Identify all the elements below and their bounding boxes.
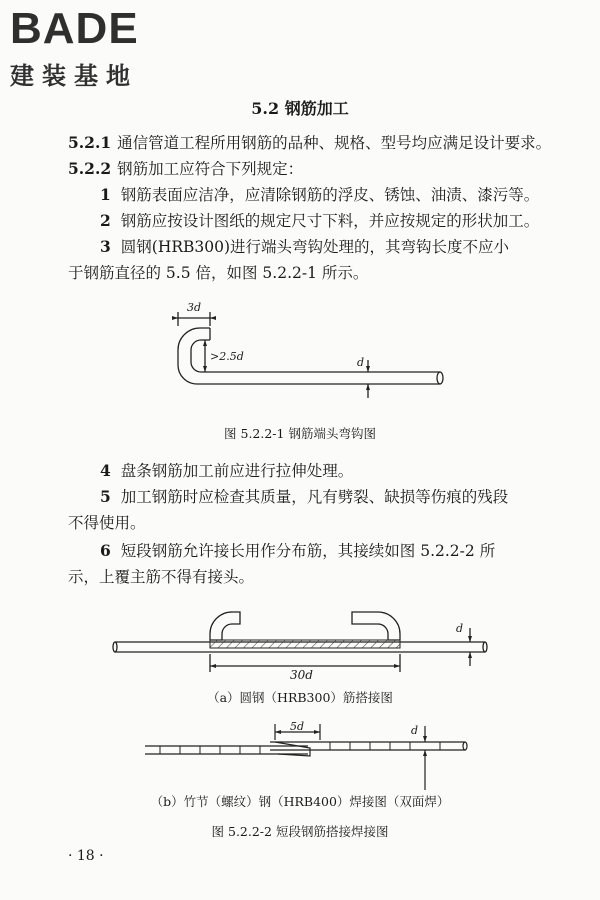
item-text: 钢筋表面应洁净，应清除钢筋的浮皮、锈蚀、油渍、漆污等。	[120, 186, 540, 204]
item-number: 3	[100, 237, 111, 256]
item-1	[100, 184, 548, 206]
label-d-a: d	[456, 622, 464, 635]
logo-wordmark: BADE	[10, 4, 139, 53]
clause-number: 5.2.1	[68, 133, 112, 152]
label-5d: 5d	[290, 720, 305, 733]
section-title: 5.2 钢筋加工	[251, 99, 349, 118]
item-2	[100, 210, 548, 232]
item-6	[100, 540, 548, 562]
page-number: · 18 ·	[68, 848, 104, 864]
item-3-continued: 于钢筋直径的 5.5 倍，如图 5.2.2-1 所示。	[68, 264, 369, 282]
clause-number: 5.2.2	[68, 159, 112, 178]
item-text: 加工钢筋时应检查其质量，凡有劈裂、缺损等伤痕的残段	[120, 488, 509, 506]
clause-text: 通信管道工程所用钢筋的品种、规格、型号均应满足设计要求。	[117, 134, 552, 152]
label-d-b: d	[411, 724, 419, 737]
item-text: 圆钢(HRB300)进行端头弯钩处理的，其弯钩长度不应小	[120, 238, 510, 256]
item-6-continued: 示，上覆主筋不得有接头。	[68, 568, 255, 586]
lap-hatch	[210, 640, 400, 648]
logo-subtitle: 建装基地	[10, 62, 138, 90]
label-30d: 30d	[290, 668, 313, 682]
clause-5-2-2	[68, 158, 548, 180]
figure-2b-caption: （b）竹节（螺纹）钢（HRB400）焊接图（双面焊）	[150, 794, 450, 809]
item-text: 钢筋应按设计图纸的规定尺寸下料，并应按规定的形状加工。	[120, 212, 540, 230]
bar-cut-end	[437, 372, 443, 384]
figure-2-caption: 图 5.2.2-2 短段钢筋搭接焊接图	[211, 824, 389, 839]
item-number: 5	[100, 487, 111, 506]
item-5-continued: 不得使用。	[68, 514, 146, 532]
item-number: 1	[100, 185, 111, 204]
item-4	[100, 460, 548, 482]
item-text: 盘条钢筋加工前应进行拉伸处理。	[120, 462, 354, 480]
figure-2a-caption: （a）圆钢（HRB300）筋搭接图	[207, 690, 393, 705]
logo	[10, 6, 139, 91]
item-3	[100, 236, 548, 258]
clause-5-2-1	[68, 132, 552, 154]
figure-1-caption: 图 5.2.2-1 钢筋端头弯钩图	[224, 426, 376, 441]
item-number: 6	[100, 541, 111, 560]
weld-overlap	[275, 742, 310, 756]
item-5	[100, 486, 548, 508]
item-number: 2	[100, 211, 111, 230]
label-d: d	[357, 356, 365, 369]
item-text: 短段钢筋允许接长用作分布筋，其接续如图 5.2.2-2 所	[120, 542, 496, 560]
item-number: 4	[100, 461, 111, 480]
clause-text: 钢筋加工应符合下列规定：	[117, 160, 304, 178]
label-2-5d: >2.5d	[210, 350, 244, 363]
label-3d: 3d	[187, 301, 202, 314]
left-hook	[210, 612, 240, 640]
right-hook	[352, 612, 400, 640]
